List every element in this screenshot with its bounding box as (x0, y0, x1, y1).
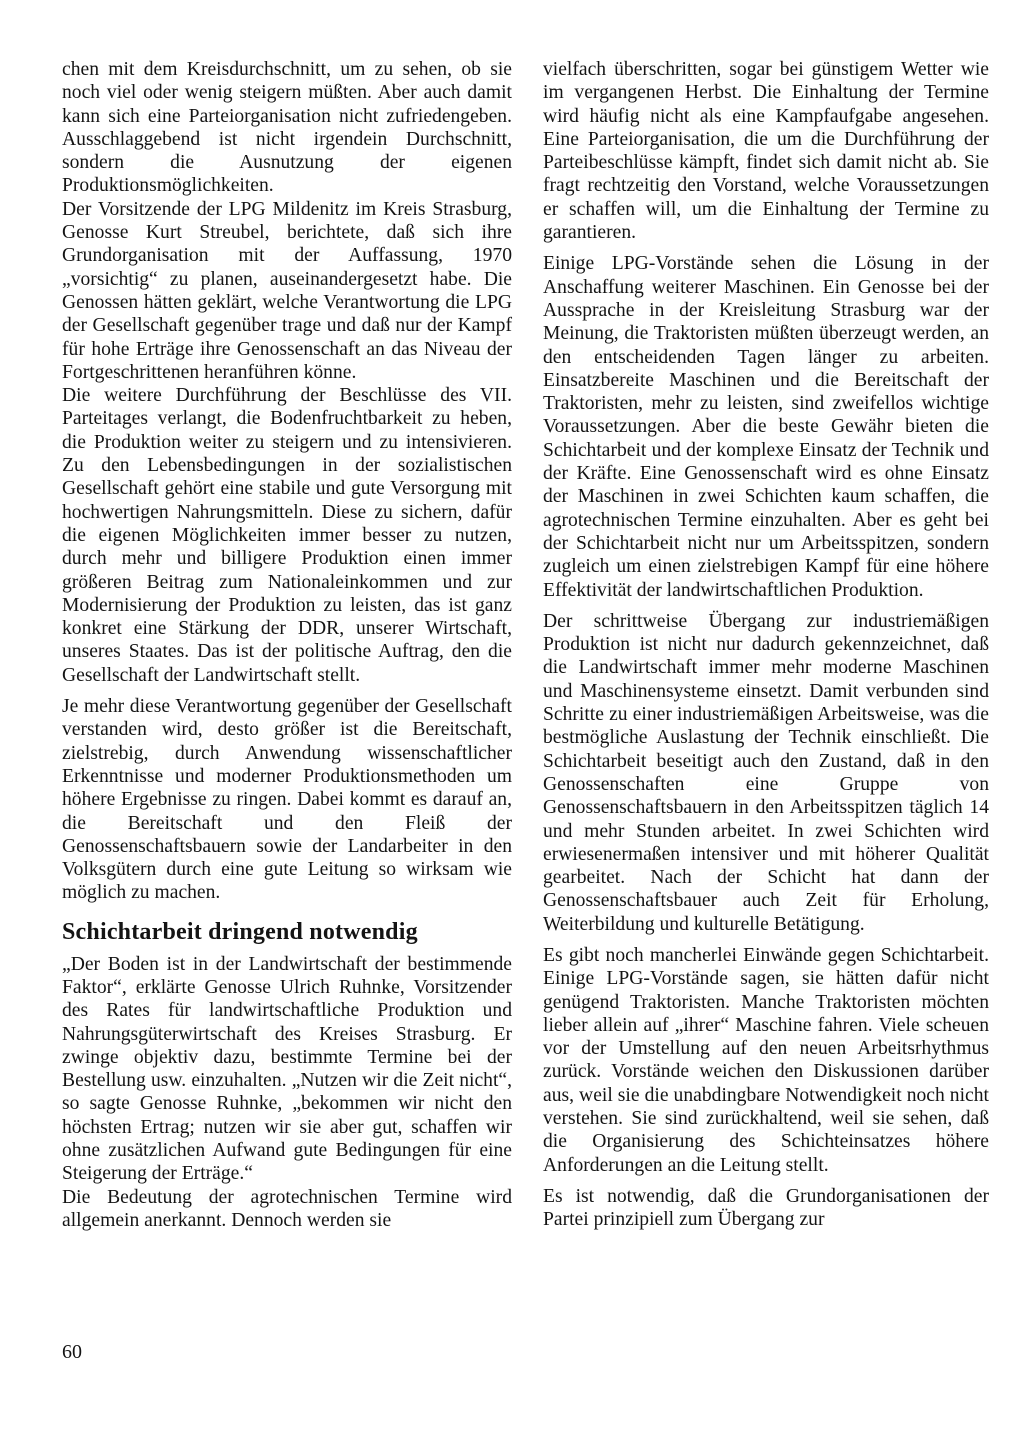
paragraph: Der Vorsitzende der LPG Mildenitz im Kreis Strasburg, Genosse Kurt Streubel, berichtete, daß sich ihre Grundorganisation mit der Auffassung, 1970 „vorsichtig“ zu planen, auseinandergesetzt habe. Die Genossen hätten geklärt, welche Verantwortung die LPG der Gesellschaft gegenüber trage und daß nur der Kampf für hohe Erträge ihre Genossenschaft an das Niveau der Fortgeschrittenen heranführen könne. (62, 198, 512, 383)
paragraph: Je mehr diese Verantwortung gegenüber der Gesellschaft verstanden wird, desto größer ist die Bereitschaft, zielstrebig, durch Anwendung wissenschaftlicher Erkenntnisse und moderner Produktionsmethoden um höhere Ergebnisse zu ringen. Dabei kommt es darauf an, die Bereitschaft und den Fleiß der Genossenschaftsbauern sowie der Landarbeiter in den Volksgütern durch eine gute Leitung so wirksam wie möglich zu machen. (62, 696, 512, 904)
left-column (62, 58, 512, 1232)
paragraph: vielfach überschritten, sogar bei günstigem Wetter wie im vergangenen Herbst. Die Einhaltung der Termine wird häufig nicht als eine Kampfaufgabe angesehen. Eine Parteiorganisation, die um die Durchführung der Parteibeschlüsse kämpft, findet sich damit nicht ab. Sie fragt rechtzeitig den Vorstand, welche Voraussetzungen er schaffen will, um die Einhaltung der Termine zu garantieren. (543, 59, 989, 244)
section-heading: Schichtarbeit dringend notwendig (62, 918, 418, 945)
paragraph: „Der Boden ist in der Landwirtschaft der bestimmende Faktor“, erklärte Genosse Ulrich Ruhnke, Vorsitzender des Rates für landwirtschaftliche Produktion und Nahrungsgüterwirtschaft des Kreises Strasburg. Er zwinge objektiv dazu, bestimmte Termine bei der Bestellung usw. einzuhalten. „Nutzen wir die Zeit nicht“, so sagte Genosse Ruhnke, „bekommen wir nicht den höchsten Ertrag; nutzen wir sie aber gut, schaffen wir ohne zusätzlichen Aufwand gute Bedingungen für eine Steigerung der Erträge.“ (62, 953, 512, 1185)
paragraph: Die Bedeutung der agrotechnischen Termine wird allgemein anerkannt. Dennoch werden sie (62, 1186, 512, 1231)
page-number: 60 (62, 1341, 82, 1363)
paragraph: Der schrittweise Übergang zur industriemäßigen Produktion ist nicht nur dadurch gekennzeichnet, daß die Landwirtschaft immer mehr moderne Maschinen und Maschinensysteme einsetzt. Damit verbunden sind Schritte zu einer industriemäßigen Arbeitsweise, was die bestmögliche Auslastung der Technik einschließt. Die Schichtarbeit beseitigt auch den Zustand, daß in den Genossenschaften eine Gruppe von Genossenschaftsbauern in den Arbeitsspitzen täglich 14 und mehr Stunden arbeitet. In zwei Schichten wird erwiesenermaßen intensiver und mit höherer Qualität gearbeitet. Nach der Schicht hat dann der Genossenschaftsbauer auch Zeit für Erholung, Weiterbildung und kulturelle Betätigung. (543, 610, 989, 935)
paragraph: chen mit dem Kreisdurchschnitt, um zu sehen, ob sie noch viel oder wenig steigern müßten. Aber auch damit kann sich eine Parteiorganisation nicht zufriedengeben. Ausschlaggebend ist nicht irgendein Durchschnitt, sondern die Ausnutzung der eigenen Produktionsmöglichkeiten. (62, 59, 512, 197)
paragraph: Einige LPG-Vorstände sehen die Lösung in der Anschaffung weiterer Maschinen. Ein Genosse bei der Aussprache in der Kreisleitung Strasburg war der Meinung, die Traktoristen müßten überzeugt werden, an den entscheidenden Tagen länger zu arbeiten. Einsatzbereite Maschinen und die Bereitschaft der Traktoristen, mehr zu leisten, sind zweifellos wichtige Voraussetzungen. Aber die beste Gewähr bieten die Schichtarbeit und der komplexe Einsatz der Technik und der Kräfte. Eine Genossenschaft wird es ohne Einsatz der Maschinen in zwei Schichten kaum schaffen, die agrotechnischen Termine einzuhalten. Aber es geht bei der Schichtarbeit nicht nur um Arbeitsspitzen, sondern zugleich um einen zielstrebigen Kampf für eine höhere Effektivität der landwirtschaftlichen Produktion. (543, 253, 989, 601)
paragraph: Die weitere Durchführung der Beschlüsse des VII. Parteitages verlangt, die Bodenfruchtbarkeit zu heben, die Produktion weiter zu steigern und zu intensivieren. Zu den Lebensbedingungen in der sozialistischen Gesellschaft gehört eine stabile und gute Versorgung mit hochwertigen Nahrungsmitteln. Diese zu sichern, dafür die eigenen Möglichkeiten immer besser zu nutzen, durch mehr und billigere Produktion einen immer größeren Beitrag zum Nationaleinkommen und zur Modernisierung der Produktion zu leisten, das ist ganz konkret eine Stärkung der DDR, unserer Wirtschaft, unseres Staates. Das ist der politische Auftrag, den die Gesellschaft der Landwirtschaft stellt. (62, 385, 512, 686)
paragraph: Es gibt noch mancherlei Einwände gegen Schichtarbeit. Einige LPG-Vorstände sagen, sie hätten dafür nicht genügend Traktoristen. Manche Traktoristen möchten lieber allein auf „ihrer“ Maschine fahren. Viele scheuen vor der Umstellung auf den neuen Arbeitsrhythmus zurück. Vorstände weichen den Diskussionen darüber aus, weil sie die unabdingbare Notwendigkeit noch nicht verstehen. Sie sind zurückhaltend, weil sie sehen, daß die Organisierung des Schichteinsatzes höhere Anforderungen an die Leitung stellt. (543, 944, 989, 1176)
paragraph: Es ist notwendig, daß die Grundorganisationen der Partei prinzipiell zum Übergang zur (543, 1185, 989, 1231)
right-column (543, 58, 989, 1232)
